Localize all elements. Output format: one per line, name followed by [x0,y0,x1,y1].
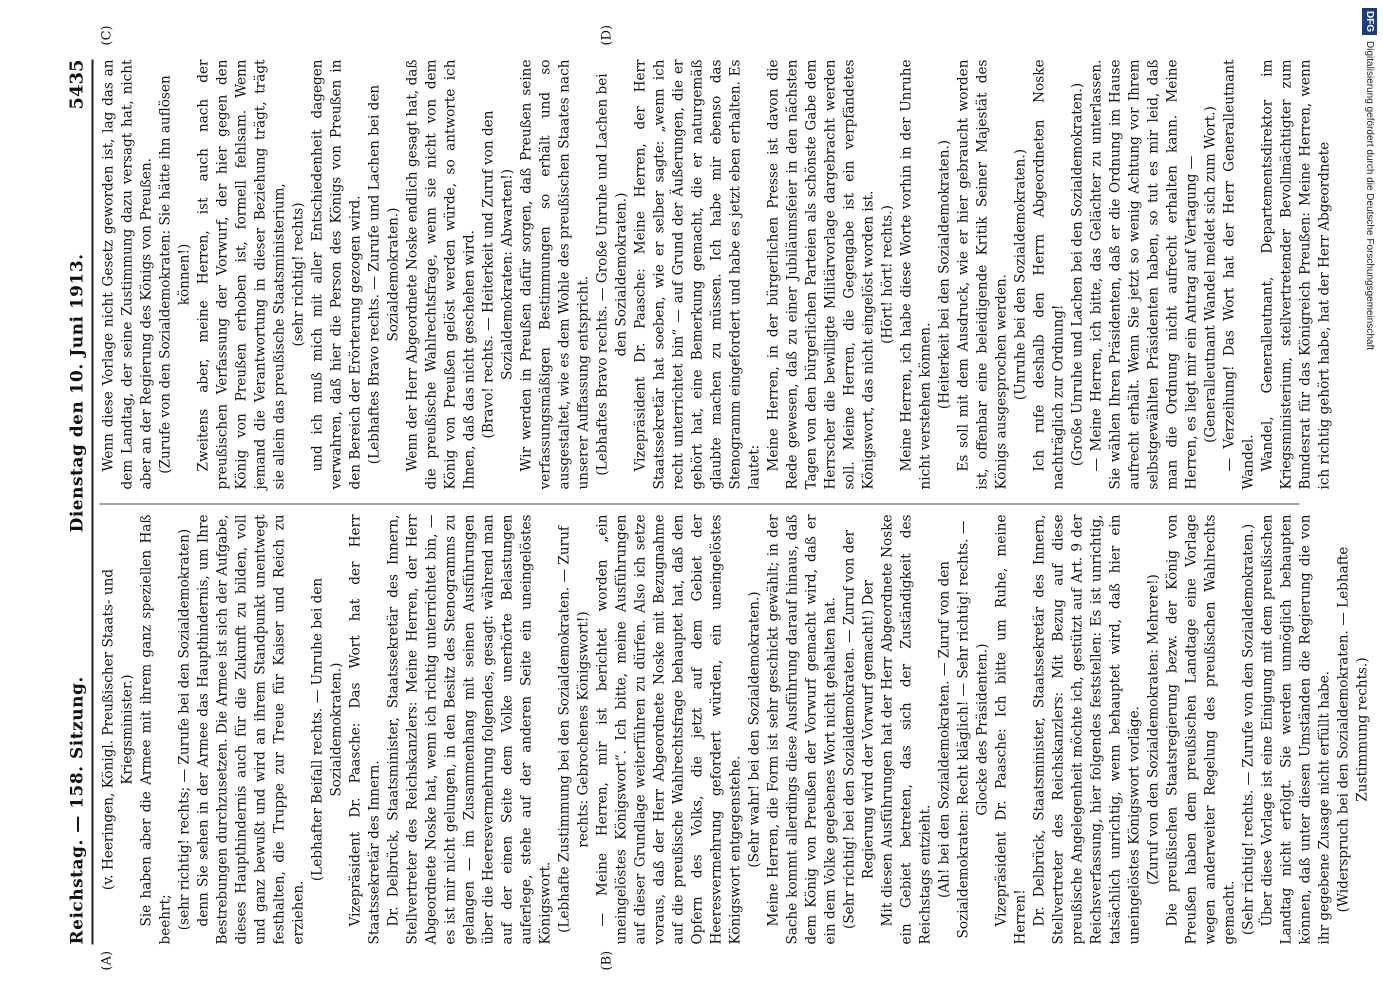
paragraph: Wenn diese Vorlage nicht Gesetz geworden ist, lag das an dem Landtag, der seine Zustimmung dazu versagt hat, nicht aber an der Regierung des Königs von Preußen. [100,59,155,490]
paragraph: Meine Herren, ich habe diese Worte vorhin in der Unruhe nicht verstehen können. [898,59,934,490]
paragraph: — Meine Herren, ich bitte, das Gelächter zu unterlassen. Sie wählen Ihren Präsidenten, daß er die Ordnung im Hause aufrecht erhält. Wenn Sie jetzt so wenig Achtung vor Ihrem selbstgewählten Präsidenten haben, so tut es mir leid, daß man die Ordnung nicht aufrecht erhalten kann. Meine Herren, es liegt mir ein Antrag auf Vertagung — [1088,59,1200,490]
page-header [48,60,94,945]
paragraph: (Zuruf von den Sozialdemokraten: Mehrere!) [1145,574,1162,885]
paragraph: Mit diesen Ausführungen hat der Herr Abgeordnete Noske ein Gebiet betreten, das sich der Zuständigkeit des Reichstags entzieht. [879,514,934,945]
running-title: Reichstag. — 158. Sitzung. [67,676,88,945]
paragraph: denn Sie sehen in der Armee das Haupthindernis, um Ihre Bestrebungen durchzusetzen. Die Armee ist sich der Aufgabe, dieses Haupthindernis auch für die Zukunft zu bilden, voll und ganz bewußt und wird an ihrem Standpunkt unentwegt festhalten, die Truppe zur Treue für Kaiser und Reich zu erziehen. [195,514,307,945]
date-title: Dienstag den 10. Juni 1913. [67,253,88,533]
paragraph: (Zurufe von den Sozialdemokraten: Sie hätte ihn auflösen können!) [157,75,193,474]
digitization-stamp [1362,8,1377,350]
paragraph: Über diese Vorlage ist eine Einigung mit dem preußischen Landtag nicht erfolgt. Sie werden unmöglich behaupten können, daß unter diesen Umständen die Regierung die von ihr gegebene Zusage nicht erfüllt habe. [1259,514,1333,945]
paragraph: Die preußischen Staatsregierung bezw. der König von Preußen haben dem preußischen Landtage eine Vorlage wegen anderweiter Regelung des preußischen Wahlrechts gemacht. [1164,514,1238,945]
paragraph: Meine Herren, die Form ist sehr geschickt gewählt; in der Sache kommt allerdings diese Ausführung darauf hinaus, daß dem König von Preußen der Vorwurf gemacht wird, daß er ein dem Volke gegebenes Wort nicht gehalten hat. [765,514,839,945]
paragraph: Zweitens aber, meine Herren, ist auch nach der preußischen Verfassung der Vorwurf, der hier gegen den König von Preußen erhoben ist, formell fehlsam. Wenn jemand die Verantwortung in dieser Beziehung trägt, trägt sie allein das preußische Staatsministerium, [195,59,288,490]
paragraph: Vizepräsident Dr. Paasche: Ich bitte um Ruhe, meine Herren! [993,514,1029,945]
document-page [0,1,1383,1001]
dfg-logo: DFG [1362,8,1377,35]
paragraph: (Unruhe bei den Sozialdemokraten.) [1012,148,1029,401]
paragraph: (Lebhaftes Bravo rechts. — Zurufe und Lachen bei den Sozialdemokraten.) [366,84,402,465]
paragraph: (Sehr wahr! bei den Sozialdemokraten.) [746,591,763,868]
paragraph: (sehr richtig! rechts; — Zurufe bei den Sozialdemokraten) [176,528,193,931]
paragraph: Wir werden in Preußen dafür sorgen, daß Preußen seine verfassungsmäßigen Bestimmungen so erhält und so ausgestaltet, wie es dem Wohle des preußischen Staates nach unserer Auffassung entspricht. [518,59,592,490]
paragraph: (Lebhafte Zustimmung bei den Sozialdemokraten. — Zuruf rechts: Gebrochenes Königswort!) [556,526,592,933]
paragraph: Wandel, Generalleutnant, Departementsdirektor im Kriegsministerium, stellvertretender Bevollmächtigter zum Bundesrat für das Königreich Preußen: Meine Herren, wenn ich richtig gehört habe, hat der Herr Abgeordnete [1259,59,1333,490]
paragraph: (Generalleutnant Wandel meldet sich zum Wort.) [1202,106,1219,443]
paragraph: (sehr richtig! rechts) [290,202,307,347]
paragraph: Wenn der Herr Abgeordnete Noske endlich gesagt hat, daß die preußische Wahlrechtsfrage, wenn sie nicht von dem König von Preußen gelöst werden würde, so antworte ich Ihnen, daß das nicht geschehen wird. [404,59,478,490]
margin-marker-b: (B) [599,950,615,971]
left-column [100,514,1371,945]
column-divider [100,504,1300,505]
paragraph: und ich muß mich mit aller Entschiedenheit dagegen verwahren, daß hier die Person des Königs von Preußen in den Bereich der Erörterung gezogen wird. [309,59,364,490]
paragraph: Ich rufe deshalb den Herrn Abgeordneten Noske nachträglich zur Ordnung! [1031,59,1067,490]
digitization-credit: Digitalisierung gefördert durch die Deutsche Forschungsgemeinschaft [1364,41,1375,351]
paragraph: Vizepräsident Dr. Paasche: Das Wort hat der Herr Staatssekretär des Innern. [347,514,383,945]
paragraph: Meine Herren, in der bürgerlichen Presse ist davon die Rede gewesen, daß zu einer Jubiläumsfeier in den nächsten Tagen von den bürgerlichen Parteien als schönste Gabe dem Herrscher die bewilligte Militärvorlage dargebracht werden soll. Meine Herren, die Gegengabe ist ein verpfändetes Königswort, das nicht eingelöst worden ist. [765,59,877,490]
paragraph: — Meine Herren, mir ist berichtet worden „ein uneingelöstes Königswort“. Ich bitte, meine Ausführungen auf dieser Grundlage weiterführen zu dürfen. Also ich setze voraus, daß der Herr Abgeordnete Noske mit Bezugnahme auf die preußische Wahlrechtsfrage behauptet hat, daß den Opfern des Volks, die jetzt auf dem Gebiet der Heeresvermehrung gefordert würden, ein uneingelöstes Königswort entgegenstehe. [594,514,744,945]
paragraph: Es soll mit dem Ausdruck, wie er hier gebraucht worden ist, offenbar eine beleidigende Kritik Seiner Majestät des Königs ausgesprochen werden. [955,59,1010,490]
paragraph: (Lebhafter Beifall rechts. — Unruhe bei den Sozialdemokraten.) [309,577,345,882]
paragraph: (Sehr richtig! rechts. — Zurufe von den Sozialdemokraten.) [1240,523,1257,936]
paragraph: Vizepräsident Dr. Paasche: Meine Herren, der Herr Staatssekretär hat soeben, wie er selber sagte: „wenn ich recht unterrichtet bin“ — auf Grund der Äußerungen, die er gehört hat, eine Bemerkung gemacht, die er naturgemäß glaubte machen zu müssen. Ich habe mir ebenso das Stenogramm eingefordert und habe es jetzt eben erhalten. Es lautet: [632,59,763,490]
paragraph: (Große Unruhe und Lachen bei den Sozialdemokraten.) [1069,82,1086,467]
paragraph: (Lebhaftes Bravo rechts. — Große Unruhe und Lachen bei den Sozialdemokraten.) [594,73,630,476]
paragraph: Dr. Delbrück, Staatsminister, Staatssekretär des Innern, Stellvertreter des Reichskanzlers: Mit Bezug auf diese preußische Angelegenheit möchte ich, gestützt auf Art. 9 der Reichsverfassung, hier folgendes feststellen: Es ist unrichtig, tatsächlich unrichtig, wenn behauptet wird, daß hier ein uneingelöstes Königswort vorläge. [1031,514,1143,945]
margin-marker-a: (A) [99,950,115,971]
margin-marker-d: (D) [599,24,615,46]
paragraph: — Verzeihung! Das Wort hat der Herr Generalleutnant Wandel. [1221,59,1257,490]
paragraph: (Heiterkeit bei den Sozialdemokraten.) [936,139,953,410]
right-column [100,59,1333,490]
paragraph: (v. Heeringen, Königl. Preußischer Staats- und Kriegsminister.) [100,568,136,891]
paragraph: (Sehr richtig! bei den Sozialdemokraten. — Zuruf von der Regierung wird der Vorwurf gemacht!) Der [841,530,877,929]
page-number: 5435 [66,59,88,110]
paragraph: (Ah! bei den Sozialdemokraten. — Zuruf von den Sozialdemokraten: Recht kläglich! — Sehr richtig! rechts. — Glocke des Präsidenten.) [936,520,991,939]
paragraph: (Hört! hört! rechts.) [879,205,896,344]
paragraph: (Widerspruch bei den Sozialdemokraten. — Lebhafte Zustimmung rechts.) [1335,546,1371,913]
paragraph: Dr. Delbrück, Staatsminister, Staatssekretär des Innern, Stellvertreter des Reichskanzlers: Meine Herren, der Herr Abgeordnete Noske hat, wenn ich richtig unterrichtet bin, — es ist mir nicht gelungen, in den Besitz des Stenogramms zu gelangen — im Zusammenhang mit seinen Ausführungen über die Heeresvermehrung folgendes, gesagt: während man auf der einen Seite dem Volke unerhörte Belastungen auferlege, stehe auf der anderen Seite ein uneingelöstes Königswort. [385,514,554,945]
margin-marker-c: (C) [99,25,115,46]
paragraph: Sie haben aber die Armee mit ihrem ganz speziellen Haß beehrt; [138,514,174,945]
paragraph: (Bravo! rechts. — Heiterkeit und Zuruf von den Sozialdemokraten: Abwarten!) [480,110,516,439]
